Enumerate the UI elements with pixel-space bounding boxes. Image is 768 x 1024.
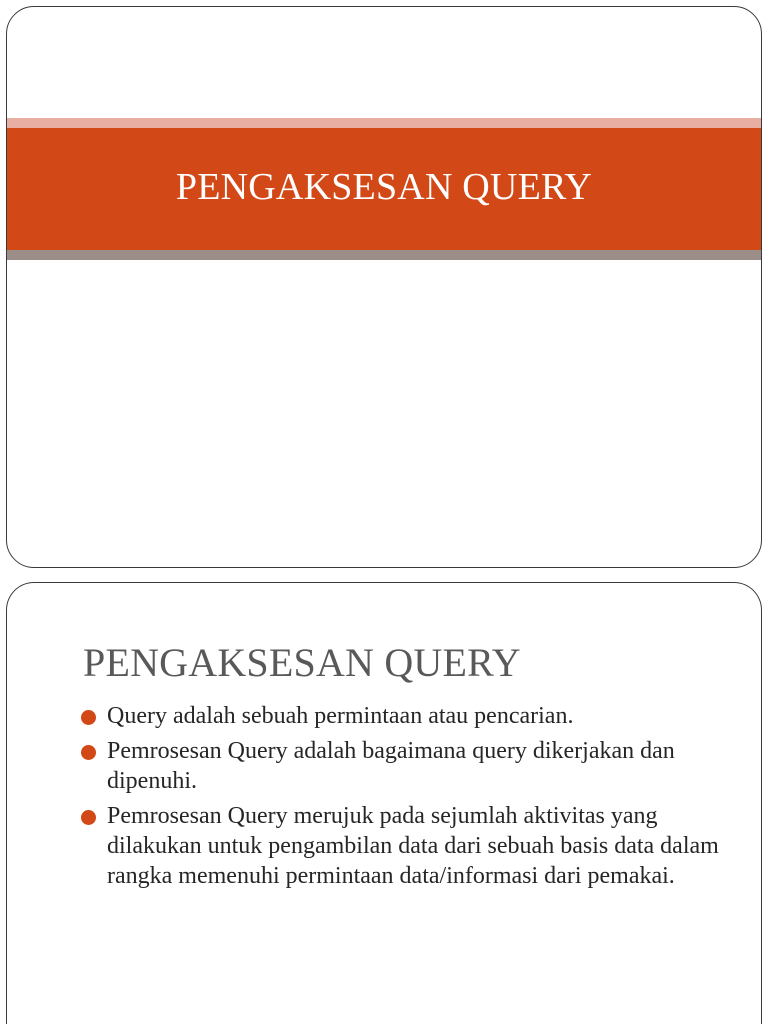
bullet-item <box>77 701 737 731</box>
title-band <box>7 128 761 250</box>
title-band-bottom-stripe <box>7 250 761 260</box>
bullet-item <box>77 736 737 796</box>
content-slide <box>6 582 762 1024</box>
bullet-text: Pemrosesan Query merujuk pada sejumlah aktivitas yang dilakukan untuk pengambilan data dari sebuah basis data dalam rangka memenuhi permintaan data/informasi dari pemakai. <box>107 803 719 889</box>
title-slide <box>6 6 762 568</box>
content-slide-title: PENGAKSESAN QUERY <box>83 640 521 685</box>
bullet-text: Query adalah sebuah permintaan atau pencarian. <box>107 703 574 729</box>
title-band-top-stripe <box>7 118 761 128</box>
bullet-dot-icon <box>81 745 96 760</box>
bullet-dot-icon <box>81 710 96 725</box>
bullet-dot-icon <box>81 810 96 825</box>
bullet-item <box>77 801 737 891</box>
bullet-text: Pemrosesan Query adalah bagaimana query dikerjakan dan dipenuhi. <box>107 738 675 794</box>
bullet-list <box>77 701 737 896</box>
slide-title: PENGAKSESAN QUERY <box>175 166 593 208</box>
